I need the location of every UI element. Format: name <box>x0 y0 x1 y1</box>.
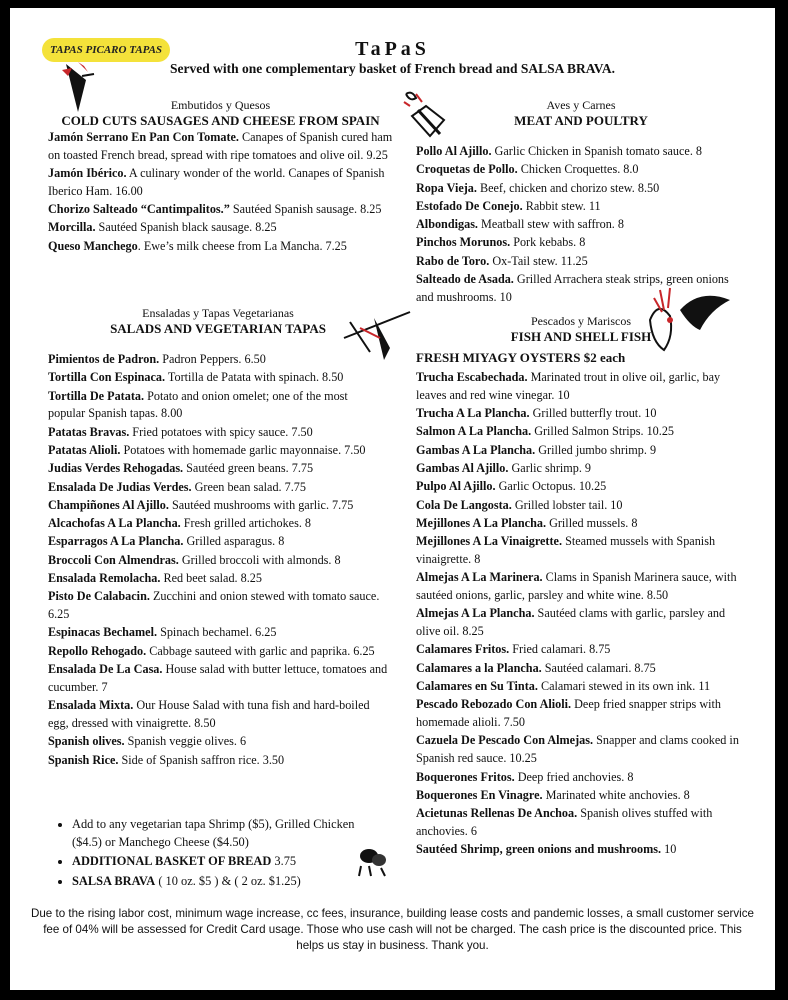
menu-item: Gambas Al Ajillo. Garlic shrimp. 9 <box>416 460 592 475</box>
menu-item: Calamares Fritos. Fried calamari. 8.75 <box>416 642 611 657</box>
section-subtitle: Ensaladas y Tapas Vegetarianas <box>142 306 294 320</box>
restaurant-logo: TAPAS PICARO TAPAS <box>42 38 170 62</box>
menu-item: Chorizo Salteado “Cantimpalitos.” Sautéed Spanish sausage. 8.25 <box>48 202 382 217</box>
section-subtitle: Aves y Carnes <box>546 98 616 112</box>
menu-item: Sautéed Shrimp, green onions and mushrooms. 10 <box>416 842 677 857</box>
menu-item: Queso Manchego. Ewe’s milk cheese from La Mancha. 7.25 <box>48 238 347 253</box>
oysters-special: FRESH MIYAGY OYSTERS $2 each <box>416 350 626 365</box>
addons-list <box>46 816 366 892</box>
menu-item: Croquetas de Pollo. Chicken Croquettes. 8.0 <box>416 162 639 177</box>
section-salads <box>48 306 388 770</box>
menu-item: Gambas A La Plancha. Grilled jumbo shrimp. 9 <box>416 442 657 457</box>
menu-item: Boquerones Fritos. Deep fried anchovies. 8 <box>416 769 634 784</box>
section-subtitle: Pescados y Mariscos <box>531 314 631 328</box>
menu-item: Ensalada Remolacha. Red beet salad. 8.25 <box>48 571 262 586</box>
menu-item: Ensalada De Judias Verdes. Green bean salad. 7.75 <box>48 479 306 494</box>
menu-item: Pimientos de Padron. Padron Peppers. 6.50 <box>48 352 266 366</box>
menu-item: Pescado Rebozado Con Alioli. Deep fried snapper strips with homemade alioli. 7.50 <box>416 697 721 730</box>
menu-item: Acietunas Rellenas De Anchoa. Spanish olives stuffed with anchovies. 6 <box>416 806 713 838</box>
section-meat-poultry <box>416 98 746 307</box>
menu-item: Jamón Ibérico. A culinary wonder of the world. Canapes of Spanish Iberico Ham. 16.00 <box>48 166 385 198</box>
menu-item: Broccoli Con Almendras. Grilled broccoli with almonds. 8 <box>48 552 341 567</box>
menu-item: Calamares en Su Tinta. Calamari stewed in its own ink. 11 <box>416 679 711 694</box>
section-subtitle: Embutidos y Quesos <box>170 98 271 112</box>
menu-item: Patatas Alioli. Potatoes with homemade garlic mayonnaise. 7.50 <box>48 442 366 457</box>
menu-item: Champiñones Al Ajillo. Sautéed mushrooms with garlic. 7.75 <box>48 497 354 512</box>
menu-item: Trucha Escabechada. Marinated trout in olive oil, garlic, bay leaves and red wine vinegar. 10 <box>416 370 721 402</box>
menu-item: Cazuela De Pescado Con Almejas. Snapper and clams cooked in Spanish red sauce. 10.25 <box>416 733 739 766</box>
section-title: FISH AND SHELL FISH <box>510 329 652 344</box>
menu-item: Boquerones En Vinagre. Marinated white anchovies. 8 <box>416 787 690 802</box>
menu-item: Mejillones A La Plancha. Grilled mussels. 8 <box>416 515 638 530</box>
menu-item: Spanish Rice. Side of Spanish saffron rice. 3.50 <box>48 752 285 767</box>
menu-item: Judias Verdes Rehogadas. Sautéed green beans. 7.75 <box>48 461 314 476</box>
section-title: SALADS AND VEGETARIAN TAPAS <box>110 321 326 336</box>
menu-item: Alcachofas A La Plancha. Fresh grilled artichokes. 8 <box>48 516 312 531</box>
menu-item: Albondigas. Meatball stew with saffron. 8 <box>416 217 624 232</box>
menu-item: Ensalada Mixta. Our House Salad with tuna fish and hard-boiled egg, dressed with vinaigrette. 8.50 <box>48 698 370 730</box>
menu-item: Morcilla. Sautéed Spanish black sausage. 8.25 <box>48 220 277 235</box>
menu-item: Cola De Langosta. Grilled lobster tail. 10 <box>416 497 623 512</box>
addon-item: • Add to any vegetarian tapa Shrimp ($5), Grilled Chicken ($4.5) or Manchego Cheese ($4.50) <box>72 816 366 851</box>
menu-item: Spanish olives. Spanish veggie olives. 6 <box>48 734 247 749</box>
menu-item: Espinacas Bechamel. Spinach bechamel. 6.25 <box>48 625 277 640</box>
menu-item: Trucha A La Plancha. Grilled butterfly trout. 10 <box>416 406 657 421</box>
credit-card-fee-note: Due to the rising labor cost, minimum wage increase, cc fees, insurance, building lease costs and pandemic losses, a small customer service fee of 04% will be assessed for Credit Card usage. Those who use cash will not be charged. The cash price is the discounted price. This helps us stay in business. Thank you. <box>30 907 754 952</box>
menu-item: Pollo Al Ajillo. Garlic Chicken in Spanish tomato sauce. 8 <box>416 144 703 158</box>
menu-item: Almejas A La Plancha. Sautéed clams with garlic, parsley and olive oil. 8.25 <box>416 606 726 639</box>
menu-item: Calamares a la Plancha. Sautéed calamari. 8.75 <box>416 660 656 675</box>
menu-page <box>10 8 775 990</box>
section-fish-shellfish <box>416 314 746 860</box>
menu-item: Tortilla Con Espinaca. Tortilla de Patata with spinach. 8.50 <box>48 370 344 385</box>
menu-item: Ensalada De La Casa. House salad with butter lettuce, tomatoes and cucumber. 7 <box>48 662 388 694</box>
page-subtitle: Served with one complementary basket of French bread and SALSA BRAVA. <box>170 61 615 76</box>
section-title: COLD CUTS SAUSAGES AND CHEESE FROM SPAIN <box>61 113 380 128</box>
menu-item: Salmon A La Plancha. Grilled Salmon Strips. 10.25 <box>416 424 675 439</box>
menu-item: Rabo de Toro. Ox-Tail stew. 11.25 <box>416 253 588 268</box>
menu-item: Esparragos A La Plancha. Grilled asparagus. 8 <box>48 534 285 549</box>
menu-item: Pisto De Calabacin. Zucchini and onion stewed with tomato sauce. 6.25 <box>48 589 380 622</box>
page-title: TaPaS <box>355 38 430 60</box>
menu-item: Patatas Bravas. Fried potatoes with spicy sauce. 7.50 <box>48 424 313 439</box>
menu-item: Mejillones A La Vinaigrette. Steamed mussels with Spanish vinaigrette. 8 <box>416 534 716 566</box>
addon-item: • SALSA BRAVA ( 10 oz. $5 ) & ( 2 oz. $1.25) <box>72 873 366 891</box>
menu-item: Ropa Vieja. Beef, chicken and chorizo stew. 8.50 <box>416 180 660 195</box>
menu-item: Salteado de Asada. Grilled Arrachera steak strips, green onions and mushrooms. 10 <box>416 272 729 304</box>
menu-item: Pulpo Al Ajillo. Garlic Octopus. 10.25 <box>416 479 607 494</box>
addon-item: • ADDITIONAL BASKET OF BREAD 3.75 <box>72 853 366 871</box>
menu-item: Repollo Rehogado. Cabbage sauteed with garlic and paprika. 6.25 <box>48 643 375 658</box>
section-title: MEAT AND POULTRY <box>514 113 648 128</box>
menu-item: Pinchos Morunos. Pork kebabs. 8 <box>416 235 586 250</box>
menu-item: Almejas A La Marinera. Clams in Spanish Marinera sauce, with sautéed onions, garlic, parsley and white wine. 8.50 <box>416 570 737 603</box>
section-cold-cuts <box>48 98 393 256</box>
menu-item: Tortilla De Patata. Potato and onion omelet; one of the most popular Spanish tapas. 8.00 <box>48 388 348 421</box>
menu-item: Jamón Serrano En Pan Con Tomate. Canapes of Spanish cured ham on toasted French bread, spread with ripe tomatoes and olive oil. 9.25 <box>48 130 393 162</box>
menu-item: Estofado De Conejo. Rabbit stew. 11 <box>416 198 601 213</box>
